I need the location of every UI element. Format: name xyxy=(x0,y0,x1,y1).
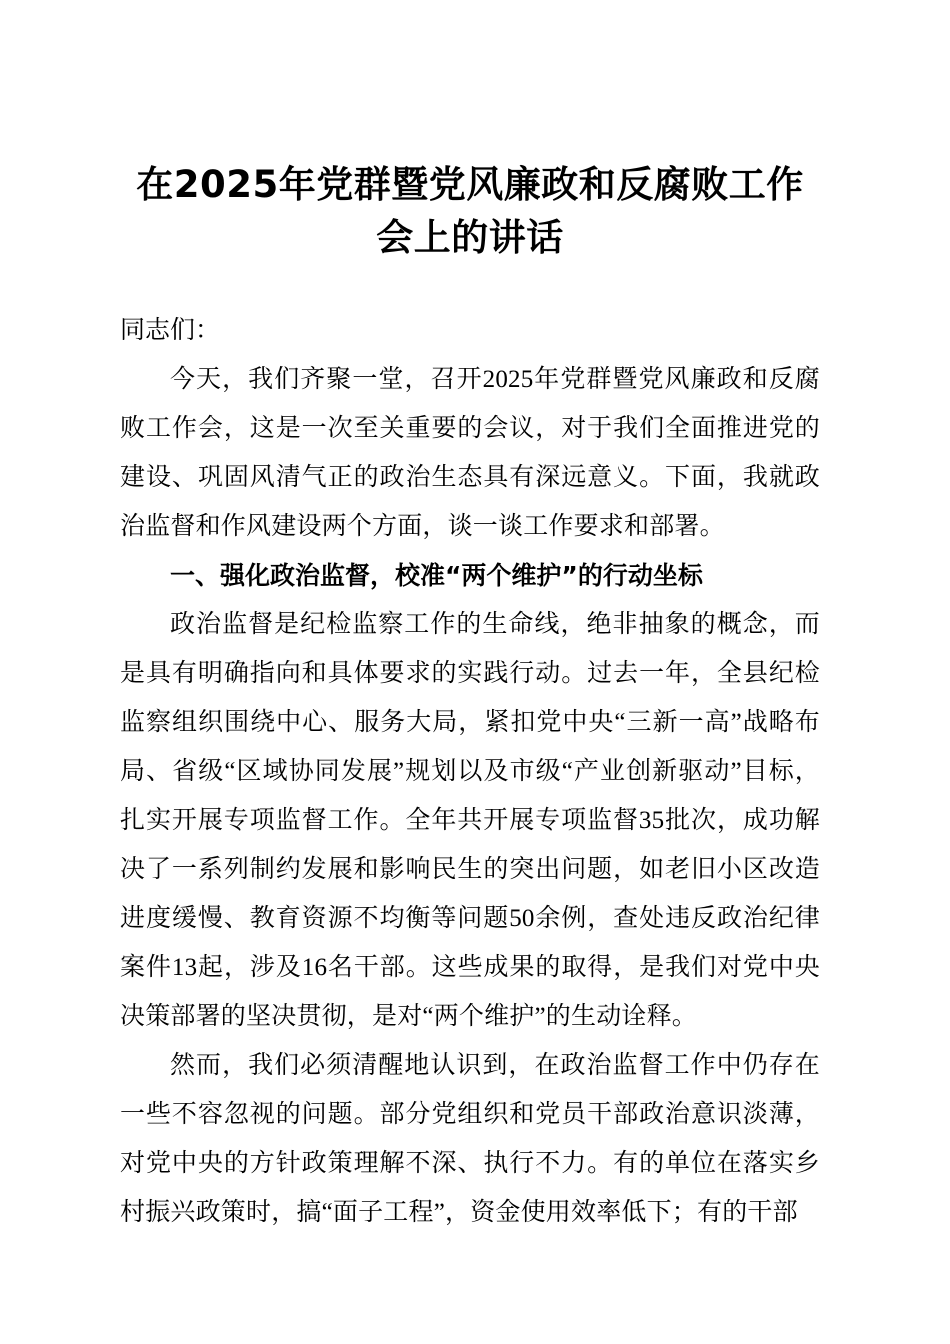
salutation: 同志们： xyxy=(120,317,221,344)
document-body xyxy=(120,0,820,1237)
section-heading-one: 一、强化政治监督，校准“两个维护”的行动坐标 xyxy=(170,561,703,590)
page-title: 在2025年党群暨党风廉政和反腐败工作会上的讲话 xyxy=(136,163,804,259)
paragraph-political-supervision-achievements: 政治监督是纪检监察工作的生命线，绝非抽象的概念，而是具有明确指向和具体要求的实践行动。过去一年，全县纪检监察组织围绕中心、服务大局，紧扣党中央“三新一高”战略布局、省级“区域协同发展”规划以及市级“产业创新驱动”目标，扎实开展专项监督工作。全年共开展专项监督35批次，成功解决了一系列制约发展和影响民生的突出问题，如老旧小区改造进度缓慢、教育资源不均衡等问题50余例，查处违反政治纪律案件13起，涉及16名干部。这些成果的取得，是我们对党中央决策部署的坚决贯彻，是对“两个维护”的生动诠释。 xyxy=(120,611,820,1030)
paragraph-intro: 今天，我们齐聚一堂，召开2025年党群暨党风廉政和反腐败工作会，这是一次至关重要的会议，对于我们全面推进党的建设、巩固风清气正的政治生态具有深远意义。下面，我就政治监督和作风建设两个方面，谈一谈工作要求和部署。 xyxy=(120,366,820,540)
paragraph-existing-problems: 然而，我们必须清醒地认识到，在政治监督工作中仍存在一些不容忽视的问题。部分党组织和党员干部政治意识淡薄，对党中央的方针政策理解不深、执行不力。有的单位在落实乡村振兴政策时，搞“面子工程”，资金使用效率低下；有的干部 xyxy=(120,1052,820,1226)
